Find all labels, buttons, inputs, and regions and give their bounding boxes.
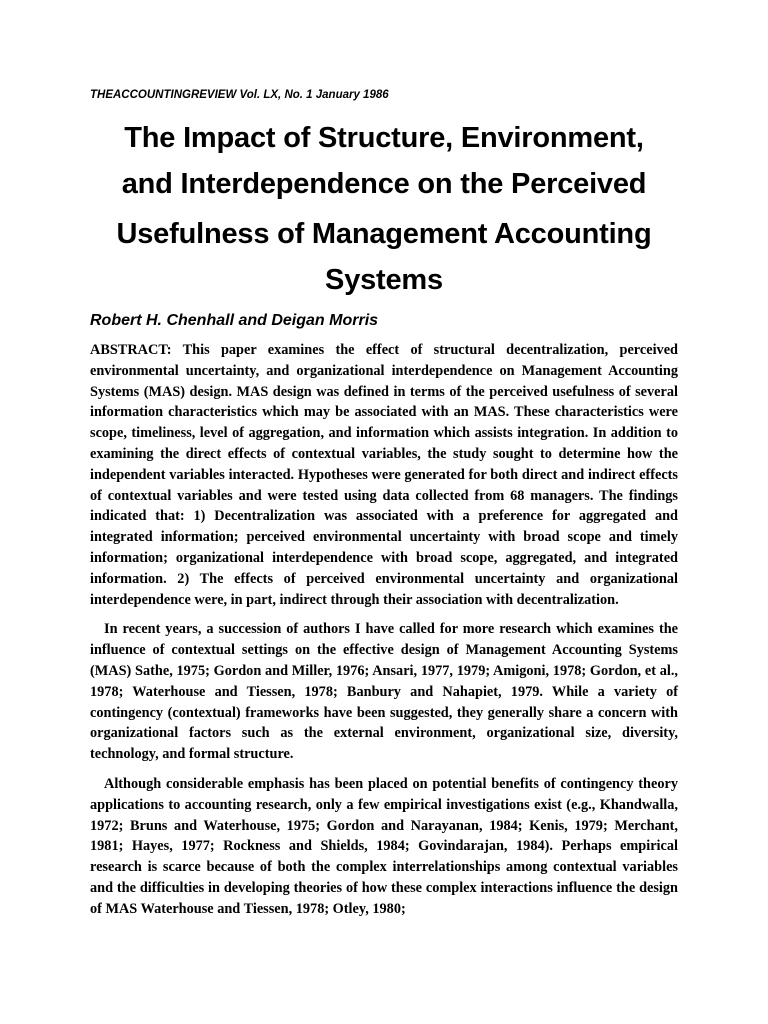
author-list: Robert H. Chenhall and Deigan Morris	[90, 312, 379, 329]
paper-page	[90, 88, 678, 929]
body-paragraph-1: In recent years, a succession of authors I have called for more research which examines the influence of contextual settings on the effective design of Management Accounting Systems (MAS) Sathe, 1975; Gordon and Miller, 1976; Ansari, 1977, 1979; Amigoni, 1978; Gordon, et al., 1978; Waterhouse and Tiessen, 1978; Banbury and Nahapiet, 1979. While a variety of contingency (contextual) frameworks have been suggested, they generally share a concern with organizational factors such as the external environment, organizational size, diversity, technology, and formal structure.	[90, 621, 678, 763]
title-line-2: and Interdependence on the Perceived	[121, 168, 647, 200]
journal-citation: THEACCOUNTINGREVIEW Vol. LX, No. 1 January 1986	[90, 89, 389, 101]
title-line-3: Usefulness of Management Accounting	[116, 218, 652, 250]
abstract-paragraph: ABSTRACT: This paper examines the effect of structural decentralization, perceived environmental uncertainty, and organizational interdependence on Management Accounting Systems (MAS) design. MAS design was defined in terms of the perceived usefulness of several information characteristics which may be associated with an MAS. These characteristics were scope, timeliness, level of aggregation, and information which assists integration. In addition to examining the direct effects of contextual variables, the study sought to determine how the independent variables interacted. Hypotheses were generated for both direct and indirect effects of contextual variables and were tested using data collected from 68 managers. The findings indicated that: 1) Decentralization was associated with a preference for aggregated and integrated information; perceived environmental uncertainty with broad scope and timely information; organizational interdependence with broad scope, aggregated, and integrated information. 2) The effects of perceived environmental uncertainty and organizational interdependence were, in part, indirect through their association with decentralization.	[90, 342, 678, 608]
title-line-4: Systems	[325, 264, 443, 296]
paper-title	[78, 115, 690, 303]
title-line-1: The Impact of Structure, Environment,	[124, 122, 644, 154]
body-paragraph-2: Although considerable emphasis has been placed on potential benefits of contingency theory applications to accounting research, only a few empirical investigations exist (e.g., Khandwalla, 1972; Bruns and Waterhouse, 1975; Gordon and Narayanan, 1984; Kenis, 1979; Merchant, 1981; Hayes, 1977; Rockness and Shields, 1984; Govindarajan, 1984). Perhaps empirical research is scarce because of both the complex interrelationships among contextual variables and the difficulties in developing theories of how these complex interactions influence the design of MAS Waterhouse and Tiessen, 1978; Otley, 1980;	[90, 775, 678, 917]
